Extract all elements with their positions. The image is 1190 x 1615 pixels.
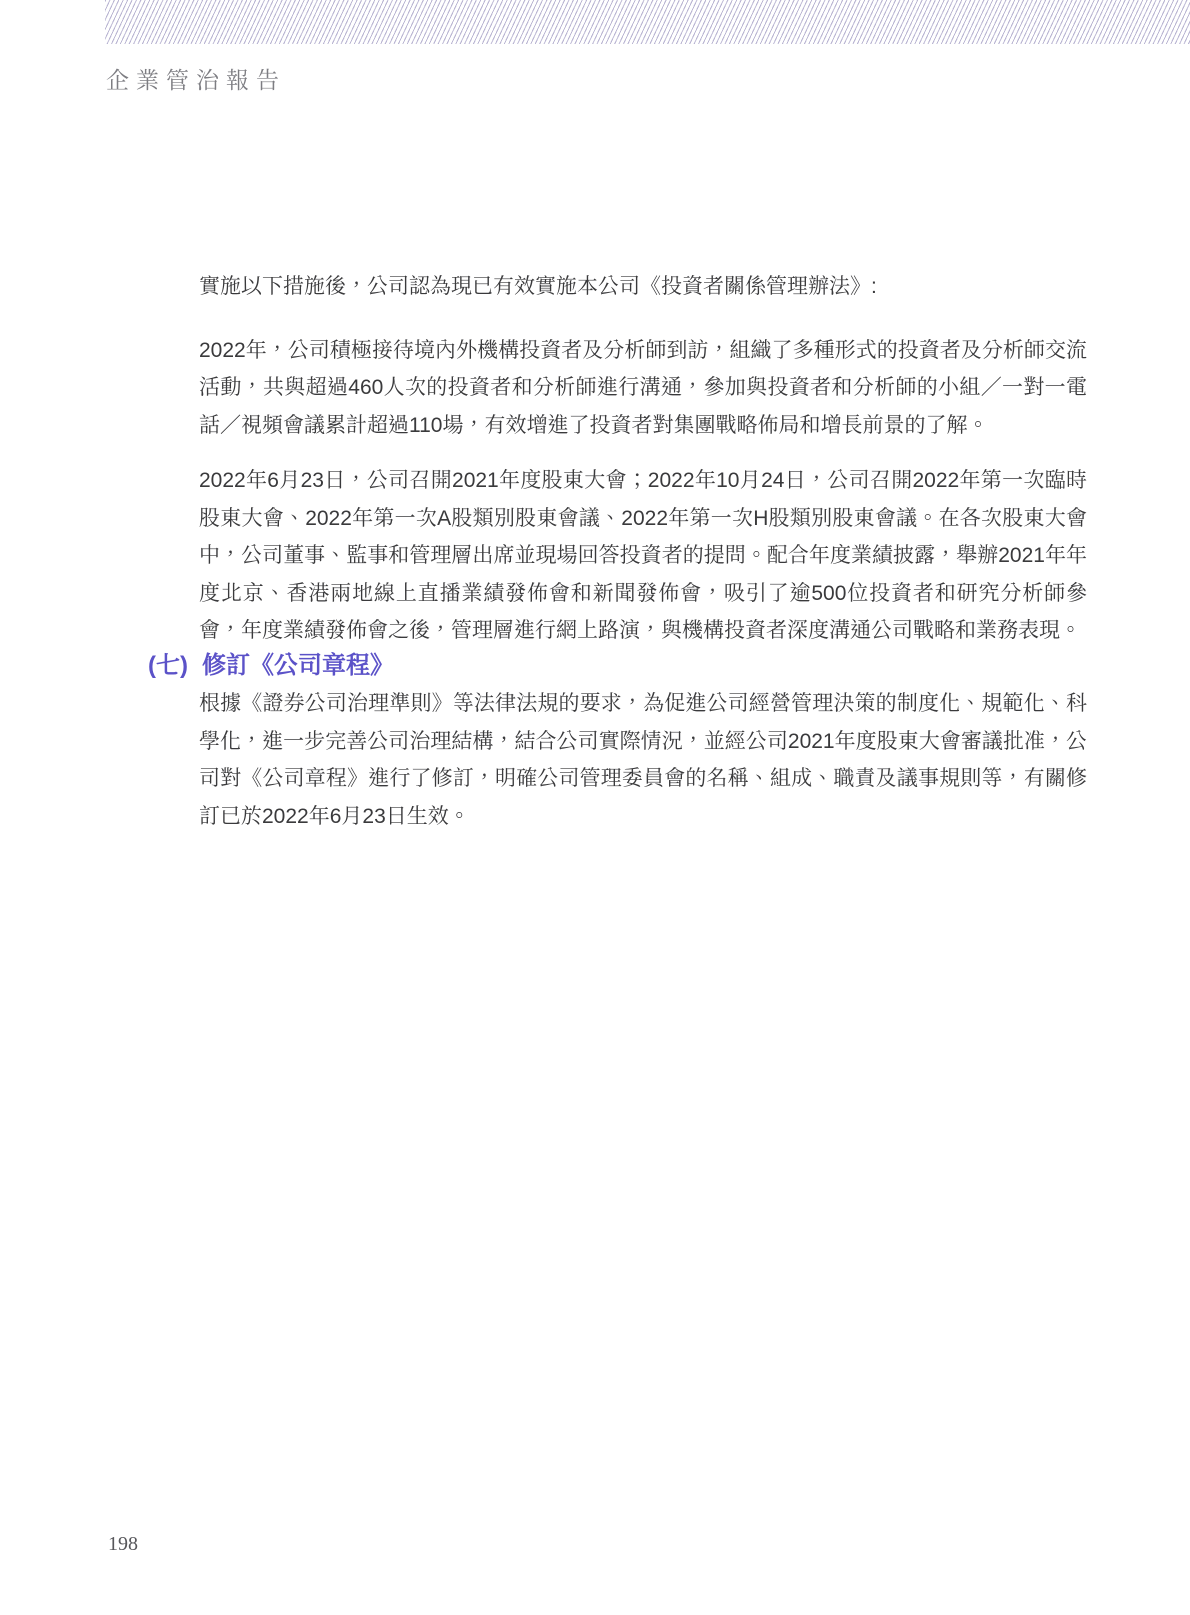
paragraph-shareholder-meetings: 2022年6月23日，公司召開2021年度股東大會；2022年10月24日，公司召開2022年第一次臨時股東大會、2022年第一次A股類別股東會議、2022年第一次H股類別股東會議。在各次股東大會中，公司董事、監事和管理層出席並現場回答投資者的提問。配合年度業績披露，舉辦2021年年度北京、香港兩地線上直播業績發佈會和新聞發佈會，吸引了逾500位投資者和研究分析師參會，年度業績發佈會之後，管理層進行網上路演，與機構投資者深度溝通公司戰略和業務表現。 — [199, 469, 1087, 642]
section-heading-amend-articles — [148, 648, 394, 684]
content-area — [199, 268, 1087, 650]
page-number: 198 — [108, 1533, 138, 1555]
decorative-hatch-banner — [105, 0, 1190, 44]
section-title: 修訂《公司章程》 — [201, 652, 394, 679]
paragraph-articles-amendment: 根據《證券公司治理準則》等法律法規的要求，為促進公司經營管理決策的制度化、規範化、科學化，進一步完善公司治理結構，結合公司實際情況，並經公司2021年度股東大會審議批准，公司對《公司章程》進行了修訂，明確公司管理委員會的名稱、組成、職責及議事規則等，有關修訂已於2022年6月23日生效。 — [199, 692, 1087, 828]
section-content-area — [199, 685, 1087, 835]
paragraph-investor-relations-intro: 實施以下措施後，公司認為現已有效實施本公司《投資者關係管理辦法》: — [199, 275, 877, 298]
page-header-title: 企業管治報告 — [106, 67, 286, 93]
paragraph-investor-activities: 2022年，公司積極接待境內外機構投資者及分析師到訪，組織了多種形式的投資者及分析師交流活動，共與超過460人次的投資者和分析師進行溝通，參加與投資者和分析師的小組／一對一電話／視頻會議累計超過110場，有效增進了投資者對集團戰略佈局和增長前景的了解。 — [199, 338, 1087, 437]
section-number: (七) — [148, 652, 188, 679]
